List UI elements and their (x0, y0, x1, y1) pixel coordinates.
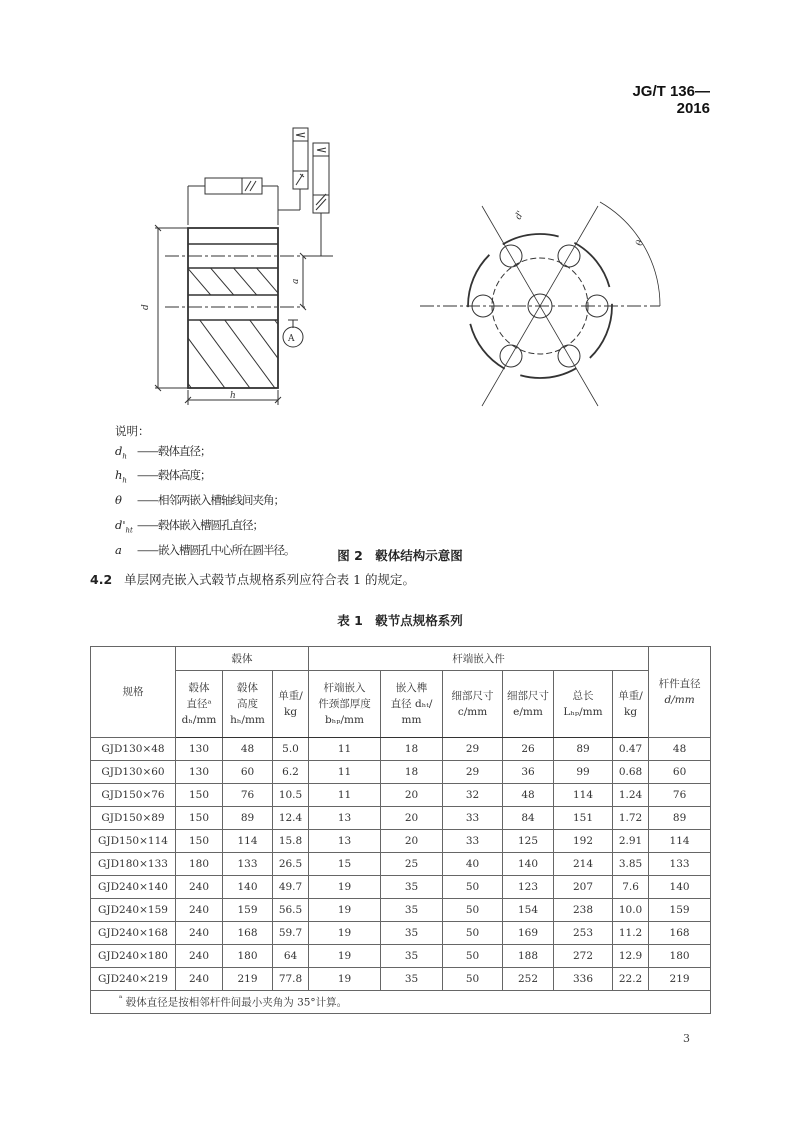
table-row (91, 830, 711, 853)
table-cell: 19 (309, 968, 381, 991)
table-row (91, 853, 711, 876)
cell-spec: GJD240×219 (91, 968, 176, 991)
table-cell: 114 (649, 830, 711, 853)
table-cell: 150 (176, 807, 223, 830)
table-cell: 1.72 (613, 807, 649, 830)
legend-item: $d'_{ht}$ ——毂体嵌入槽圆孔直径； (115, 517, 263, 535)
legend-item: $h_h$ ——毂体高度； (115, 468, 211, 485)
cell-spec: GJD150×76 (91, 784, 176, 807)
table-cell: 49.7 (273, 876, 309, 899)
header-spec: 规格 (91, 647, 176, 738)
table-cell: 238 (554, 899, 613, 922)
page-number: 3 (683, 1032, 690, 1045)
table-cell: 11 (309, 761, 381, 784)
table-cell: 26.5 (273, 853, 309, 876)
standard-code: JG/T 136—2016 (632, 83, 710, 117)
table-cell: 20 (381, 784, 443, 807)
figure-caption: 图 2 毂体结构示意图 (337, 548, 463, 563)
table-cell: 84 (503, 807, 554, 830)
table-row (91, 899, 711, 922)
table-cell: 26 (503, 738, 554, 761)
table-cell: 3.85 (613, 853, 649, 876)
legend-title: 说明： (115, 424, 150, 438)
table-cell: 6.2 (273, 761, 309, 784)
hub-structure-figure (0, 0, 800, 420)
table-cell: 11 (309, 784, 381, 807)
subheader: 细部尺寸 e/mm (503, 671, 554, 738)
subheader: 单重/ kg (273, 671, 309, 738)
cell-spec: GJD150×89 (91, 807, 176, 830)
table-cell: 180 (176, 853, 223, 876)
table-cell: 2.91 (613, 830, 649, 853)
table-cell: 253 (554, 922, 613, 945)
table-cell: 168 (649, 922, 711, 945)
table-cell: 50 (443, 876, 503, 899)
table-cell: 240 (176, 945, 223, 968)
clause-number: 4.2 (90, 572, 113, 587)
label-datum-a: A (288, 334, 295, 344)
table-cell: 130 (176, 761, 223, 784)
table-cell: 272 (554, 945, 613, 968)
cell-spec: GJD240×168 (91, 922, 176, 945)
table-cell: 48 (223, 738, 273, 761)
hub-spec-table (90, 646, 711, 1014)
clause-4-2 (90, 570, 415, 588)
table-cell: 19 (309, 945, 381, 968)
table-cell: 130 (176, 738, 223, 761)
table-cell: 10.5 (273, 784, 309, 807)
table-cell: 252 (503, 968, 554, 991)
header-insert: 杆端嵌入件 (309, 647, 649, 671)
label-dh: d (141, 304, 151, 310)
table-row (91, 876, 711, 899)
table-cell: 59.7 (273, 922, 309, 945)
table-row (91, 761, 711, 784)
label-dht: d' (513, 209, 527, 222)
table-cell: 240 (176, 968, 223, 991)
table-cell: 40 (443, 853, 503, 876)
table-cell: 64 (273, 945, 309, 968)
table-cell: 180 (649, 945, 711, 968)
table-cell: 18 (381, 738, 443, 761)
table-cell: 12.4 (273, 807, 309, 830)
table-cell: 77.8 (273, 968, 309, 991)
table-cell: 22.2 (613, 968, 649, 991)
cell-spec: GJD240×180 (91, 945, 176, 968)
table-cell: 140 (503, 853, 554, 876)
table-cell: 150 (176, 830, 223, 853)
cell-spec: GJD130×60 (91, 761, 176, 784)
table-cell: 89 (223, 807, 273, 830)
table-cell: 76 (649, 784, 711, 807)
cell-spec: GJD150×114 (91, 830, 176, 853)
table-cell: 20 (381, 807, 443, 830)
table-cell: 33 (443, 830, 503, 853)
table-cell: 159 (649, 899, 711, 922)
table-cell: 48 (649, 738, 711, 761)
table-cell: 89 (649, 807, 711, 830)
table-cell: 219 (649, 968, 711, 991)
legend-item: θ ——相邻两嵌入槽轴线间夹角； (115, 493, 284, 508)
table-cell: 29 (443, 761, 503, 784)
table-cell: 56.5 (273, 899, 309, 922)
table-cell: 240 (176, 922, 223, 945)
table-cell: 36 (503, 761, 554, 784)
table-cell: 20 (381, 830, 443, 853)
top-view-drawing (420, 202, 660, 406)
table-cell: 123 (503, 876, 554, 899)
table-cell: 12.9 (613, 945, 649, 968)
subheader: 毂体 直径ᵃ dₕ/mm (176, 671, 223, 738)
table-cell: 48 (503, 784, 554, 807)
table-cell: 240 (176, 899, 223, 922)
table-cell: 19 (309, 922, 381, 945)
table-cell: 13 (309, 807, 381, 830)
subheader: 毂体 高度 hₕ/mm (223, 671, 273, 738)
table-cell: 5.0 (273, 738, 309, 761)
subheader: 杆端嵌入 件颈部厚度 bₕₚ/mm (309, 671, 381, 738)
cell-spec: GJD240×159 (91, 899, 176, 922)
table-cell: 125 (503, 830, 554, 853)
table-cell: 35 (381, 922, 443, 945)
clause-text: 单层网壳嵌入式毂节点规格系列应符合表 1 的规定。 (124, 572, 416, 587)
table-cell: 35 (381, 968, 443, 991)
legend-item: $d_h$ ——毂体直径； (115, 443, 211, 460)
table-cell: 15 (309, 853, 381, 876)
table-cell: 15.8 (273, 830, 309, 853)
table-cell: 18 (381, 761, 443, 784)
table-cell: 13 (309, 830, 381, 853)
header-rod: 杆件直径 d/mm (649, 647, 711, 738)
table-cell: 154 (503, 899, 554, 922)
table-row (91, 784, 711, 807)
subheader: 细部尺寸 c/mm (443, 671, 503, 738)
table-cell: 50 (443, 899, 503, 922)
label-theta: θ (635, 239, 646, 247)
table-cell: 7.6 (613, 876, 649, 899)
table-cell: 0.47 (613, 738, 649, 761)
table-cell: 214 (554, 853, 613, 876)
cell-spec: GJD130×48 (91, 738, 176, 761)
table-cell: 114 (223, 830, 273, 853)
subheader: 单重/ kg (613, 671, 649, 738)
table-cell: 35 (381, 945, 443, 968)
table-caption: 表 1 毂节点规格系列 (337, 613, 463, 628)
table-cell: 50 (443, 945, 503, 968)
table-cell: 11 (309, 738, 381, 761)
side-view-drawing (155, 128, 333, 405)
table-cell: 336 (554, 968, 613, 991)
table-row (91, 945, 711, 968)
table-cell: 207 (554, 876, 613, 899)
table-cell: 25 (381, 853, 443, 876)
table-cell: 50 (443, 922, 503, 945)
table-cell: 29 (443, 738, 503, 761)
subheader: 嵌入榫 直径 dₕₜ/ mm (381, 671, 443, 738)
table-cell: 76 (223, 784, 273, 807)
table-cell: 150 (176, 784, 223, 807)
cell-spec: GJD240×140 (91, 876, 176, 899)
subheader: 总长 Lₕₚ/mm (554, 671, 613, 738)
table-cell: 133 (223, 853, 273, 876)
table-cell: 133 (649, 853, 711, 876)
header-hub: 毂体 (176, 647, 309, 671)
table-cell: 219 (223, 968, 273, 991)
table-cell: 10.0 (613, 899, 649, 922)
table-cell: 140 (649, 876, 711, 899)
table-cell: 240 (176, 876, 223, 899)
table-cell: 99 (554, 761, 613, 784)
table-cell: 180 (223, 945, 273, 968)
table-row (91, 968, 711, 991)
table-cell: 192 (554, 830, 613, 853)
table-cell: 19 (309, 899, 381, 922)
table-cell: 168 (223, 922, 273, 945)
table-cell: 169 (503, 922, 554, 945)
label-hh: h (230, 391, 236, 401)
table-cell: 114 (554, 784, 613, 807)
label-a: a (291, 278, 301, 284)
table-cell: 35 (381, 899, 443, 922)
table-cell: 50 (443, 968, 503, 991)
table-cell: 89 (554, 738, 613, 761)
legend-item: a ——嵌入槽圆孔中心所在圆半径。 (115, 542, 295, 557)
table-cell: 159 (223, 899, 273, 922)
table-cell: 60 (649, 761, 711, 784)
table-row (91, 922, 711, 945)
table-cell: 0.68 (613, 761, 649, 784)
table-cell: 35 (381, 876, 443, 899)
table-row (91, 807, 711, 830)
table-footnote: $^ᵃ$ 毂体直径是按相邻杆件间最小夹角为 35°计算。 (91, 991, 711, 1014)
cell-spec: GJD180×133 (91, 853, 176, 876)
table-row (91, 738, 711, 761)
table-cell: 140 (223, 876, 273, 899)
table-cell: 33 (443, 807, 503, 830)
table-cell: 1.24 (613, 784, 649, 807)
table-cell: 11.2 (613, 922, 649, 945)
table-cell: 151 (554, 807, 613, 830)
table-cell: 32 (443, 784, 503, 807)
table-cell: 19 (309, 876, 381, 899)
table-cell: 188 (503, 945, 554, 968)
table-cell: 60 (223, 761, 273, 784)
figure-legend (115, 422, 295, 565)
